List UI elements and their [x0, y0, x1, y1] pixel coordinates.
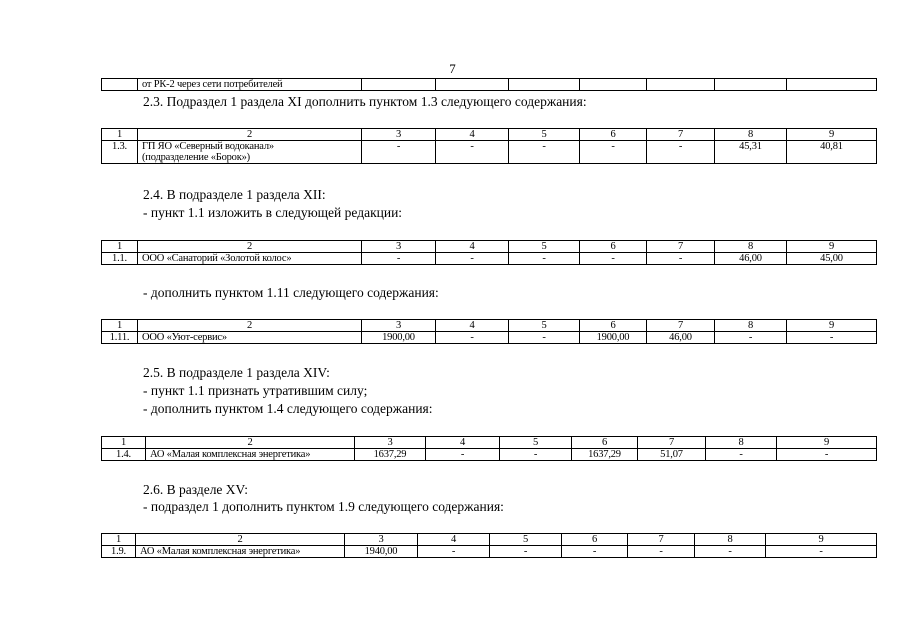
value-cell: 1940,00 — [345, 546, 418, 558]
paragraph-line: - дополнить пунктом 1.4 следующего содержания: — [143, 401, 433, 416]
value-cell: - — [647, 141, 715, 164]
column-number: 1 — [102, 320, 138, 332]
value-cell: 45,00 — [787, 253, 877, 265]
column-number: 2 — [138, 129, 362, 141]
column-number: 1 — [102, 534, 136, 546]
column-number: 1 — [102, 241, 138, 253]
value-cell: 46,00 — [715, 253, 787, 265]
column-number: 8 — [715, 320, 787, 332]
column-number: 5 — [509, 320, 580, 332]
table-row — [102, 141, 877, 164]
column-number: 4 — [436, 241, 509, 253]
column-number: 9 — [787, 320, 877, 332]
column-number: 8 — [715, 241, 787, 253]
value-cell: - — [509, 253, 580, 265]
paragraph-line: - подраздел 1 дополнить пунктом 1.9 следующего содержания: — [143, 499, 504, 514]
column-number: 3 — [355, 437, 426, 449]
value-cell — [362, 79, 436, 91]
value-cell: - — [418, 546, 490, 558]
value-cell — [787, 79, 877, 91]
tariff-table — [101, 240, 877, 265]
column-number: 3 — [362, 129, 436, 141]
column-number-row — [102, 129, 877, 141]
paragraph-line: - дополнить пунктом 1.11 следующего содержания: — [143, 285, 439, 300]
column-number: 5 — [509, 241, 580, 253]
column-number: 9 — [766, 534, 877, 546]
value-cell: - — [362, 253, 436, 265]
column-number: 7 — [647, 320, 715, 332]
column-number: 2 — [136, 534, 345, 546]
row-number-cell: 1.9. — [102, 546, 136, 558]
organization-name-cell: АО «Малая комплексная энергетика» — [136, 546, 345, 558]
column-number-row — [102, 534, 877, 546]
value-cell: - — [715, 332, 787, 344]
column-number: 5 — [500, 437, 572, 449]
row-number-cell: 1.11. — [102, 332, 138, 344]
value-cell: - — [490, 546, 562, 558]
value-cell: - — [500, 449, 572, 461]
column-number: 6 — [580, 241, 647, 253]
column-number: 4 — [426, 437, 500, 449]
column-number: 5 — [490, 534, 562, 546]
organization-name-cell: ООО «Санаторий «Золотой колос» — [138, 253, 362, 265]
value-cell: - — [426, 449, 500, 461]
table-row — [102, 253, 877, 265]
value-cell: 1900,00 — [580, 332, 647, 344]
column-number: 9 — [787, 241, 877, 253]
column-number: 1 — [102, 129, 138, 141]
column-number: 7 — [628, 534, 695, 546]
column-number: 3 — [362, 241, 436, 253]
value-cell: - — [706, 449, 777, 461]
table-row — [102, 79, 877, 91]
value-cell: - — [436, 332, 509, 344]
paragraph-line: 2.5. В подразделе 1 раздела XIV: — [143, 365, 330, 380]
row-number-cell — [102, 79, 138, 91]
paragraph-line: 2.3. Подраздел 1 раздела XI дополнить пунктом 1.3 следующего содержания: — [143, 94, 587, 109]
paragraph-line: - пункт 1.1 признать утратившим силу; — [143, 383, 368, 398]
value-cell: 1637,29 — [572, 449, 638, 461]
value-cell: 1900,00 — [362, 332, 436, 344]
value-cell — [436, 79, 509, 91]
column-number: 4 — [418, 534, 490, 546]
column-number: 7 — [638, 437, 706, 449]
value-cell: 40,81 — [787, 141, 877, 164]
page-number: 7 — [449, 61, 456, 76]
column-number: 4 — [436, 129, 509, 141]
value-cell: 1637,29 — [355, 449, 426, 461]
tariff-table — [101, 533, 877, 558]
organization-name-cell — [138, 141, 362, 164]
row-number-cell: 1.3. — [102, 141, 138, 164]
column-number: 5 — [509, 129, 580, 141]
column-number: 6 — [572, 437, 638, 449]
fragment-table — [101, 78, 877, 91]
row-number-cell: 1.1. — [102, 253, 138, 265]
column-number: 3 — [362, 320, 436, 332]
value-cell: - — [436, 253, 509, 265]
column-number: 8 — [715, 129, 787, 141]
name-line: (подразделение «Борок») — [142, 152, 250, 163]
value-cell: - — [562, 546, 628, 558]
column-number: 2 — [146, 437, 355, 449]
value-cell: 45,31 — [715, 141, 787, 164]
column-number: 6 — [562, 534, 628, 546]
column-number: 9 — [787, 129, 877, 141]
column-number: 8 — [706, 437, 777, 449]
tariff-table — [101, 128, 877, 164]
value-cell: - — [777, 449, 877, 461]
column-number: 6 — [580, 129, 647, 141]
value-cell — [715, 79, 787, 91]
column-number: 8 — [695, 534, 766, 546]
column-number: 4 — [436, 320, 509, 332]
value-cell — [647, 79, 715, 91]
value-cell: - — [695, 546, 766, 558]
column-number: 3 — [345, 534, 418, 546]
table-row — [102, 546, 877, 558]
column-number-row — [102, 320, 877, 332]
value-cell: - — [362, 141, 436, 164]
value-cell: - — [766, 546, 877, 558]
value-cell: - — [509, 332, 580, 344]
row-number-cell: 1.4. — [102, 449, 146, 461]
column-number: 2 — [138, 320, 362, 332]
column-number: 6 — [580, 320, 647, 332]
value-cell: 51,07 — [638, 449, 706, 461]
organization-name-cell: ООО «Уют-сервис» — [138, 332, 362, 344]
column-number: 2 — [138, 241, 362, 253]
value-cell: - — [787, 332, 877, 344]
value-cell: - — [647, 253, 715, 265]
column-number-row — [102, 437, 877, 449]
organization-name-cell: АО «Малая комплексная энергетика» — [146, 449, 355, 461]
column-number: 1 — [102, 437, 146, 449]
value-cell: - — [436, 141, 509, 164]
value-cell: - — [580, 141, 647, 164]
column-number: 9 — [777, 437, 877, 449]
tariff-table — [101, 319, 877, 344]
value-cell — [580, 79, 647, 91]
column-number: 7 — [647, 129, 715, 141]
table-row — [102, 449, 877, 461]
paragraph-line: - пункт 1.1 изложить в следующей редакции: — [143, 205, 403, 220]
table-row — [102, 332, 877, 344]
value-cell: - — [509, 141, 580, 164]
tariff-table — [101, 436, 877, 461]
column-number-row — [102, 241, 877, 253]
paragraph-line: 2.4. В подразделе 1 раздела XII: — [143, 187, 326, 202]
name-line: ГП ЯО «Северный водоканал» — [142, 141, 274, 152]
organization-name-cell: от РК-2 через сети потребителей — [138, 79, 362, 91]
value-cell — [509, 79, 580, 91]
value-cell: 46,00 — [647, 332, 715, 344]
value-cell: - — [628, 546, 695, 558]
column-number: 7 — [647, 241, 715, 253]
value-cell: - — [580, 253, 647, 265]
paragraph-line: 2.6. В разделе XV: — [143, 482, 249, 497]
